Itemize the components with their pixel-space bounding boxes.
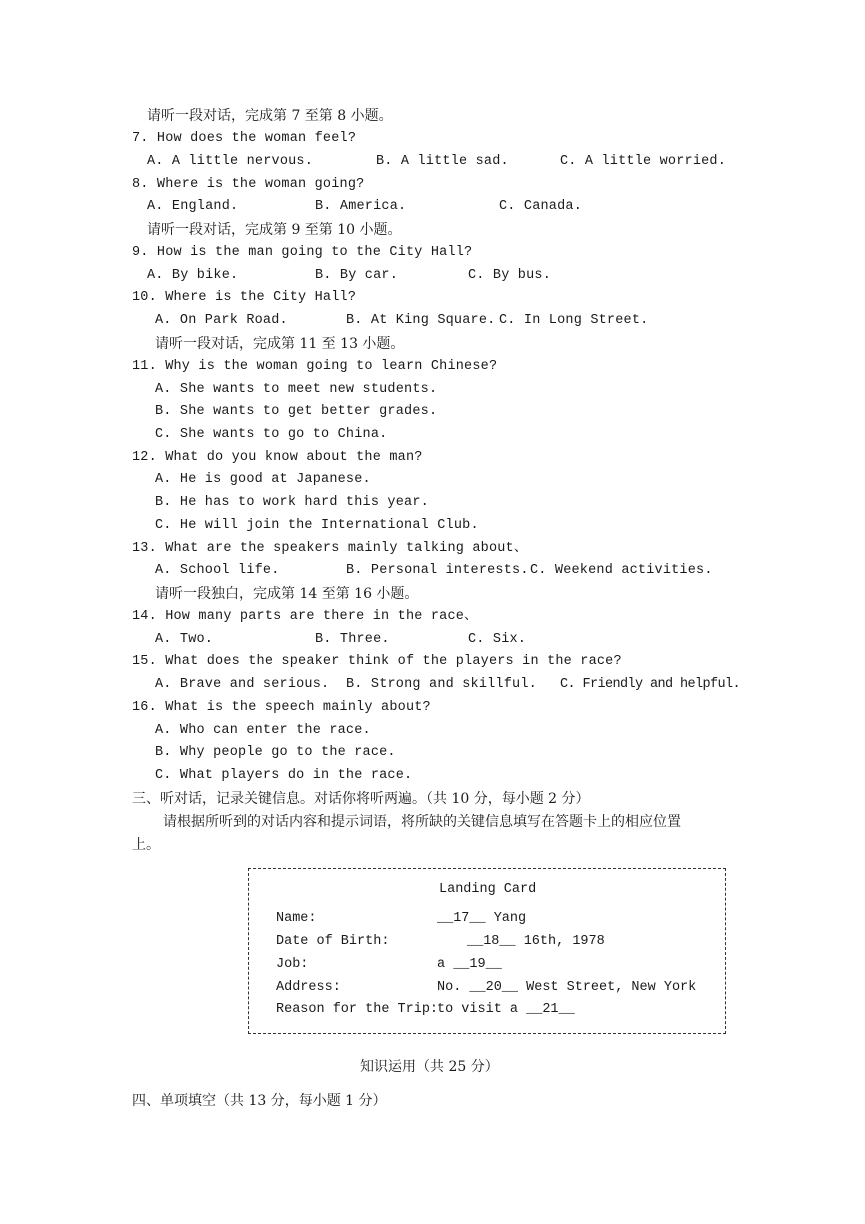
card-label-name: Name: <box>276 911 317 926</box>
q12-option-b: B. He has to work hard this year. <box>155 495 429 510</box>
section-4-title: 四、单项填空（共 13 分，每小题 1 分） <box>132 1093 387 1109</box>
question-9: 9. How is the man going to the City Hall? <box>132 245 473 260</box>
q11-option-c: C. She wants to go to China. <box>155 427 388 442</box>
q10-option-c: C. In Long Street. <box>499 313 649 328</box>
q13-option-c: C. Weekend activities. <box>530 563 713 578</box>
card-label-date-of-birth: Date of Birth: <box>276 934 390 949</box>
card-label-job: Job: <box>276 957 309 972</box>
card-label-reason: Reason for the Trip: <box>276 1002 439 1017</box>
q12-option-c: C. He will join the International Club. <box>155 518 479 533</box>
question-8: 8. Where is the woman going? <box>132 177 365 192</box>
instruction-11-13: 请听一段对话，完成第 11 至 13 小题。 <box>155 336 405 352</box>
q10-option-a: A. On Park Road. <box>155 313 288 328</box>
card-value-job: a __19__ <box>437 957 502 972</box>
q15-option-b: B. Strong and skillful. <box>346 677 537 692</box>
question-16: 16. What is the speech mainly about? <box>132 700 431 715</box>
instruction-9-10: 请听一段对话，完成第 9 至第 10 小题。 <box>147 222 402 238</box>
landing-card-title: Landing Card <box>439 882 537 897</box>
q9-option-b: B. By car. <box>315 268 399 283</box>
section-3-title: 三、听对话，记录关键信息。对话你将听两遍。（共 10 分，每小题 2 分） <box>132 791 590 807</box>
q7-option-c: C. A little worried. <box>560 154 727 169</box>
q13-option-a: A. School life. <box>155 563 280 578</box>
question-10: 10. Where is the City Hall? <box>132 290 357 305</box>
q14-option-a: A. Two. <box>155 632 214 647</box>
question-7: 7. How does the woman feel? <box>132 131 357 146</box>
q11-option-b: B. She wants to get better grades. <box>155 404 438 419</box>
part-title: 知识运用（共 25 分） <box>360 1059 499 1075</box>
q15-option-c: C. Friendly and helpful. <box>560 677 741 692</box>
instruction-14-16: 请听一段独白，完成第 14 至第 16 小题。 <box>155 586 419 602</box>
q8-option-a: A. England. <box>147 199 239 214</box>
section-3-instruction-cont: 上。 <box>132 837 160 853</box>
q14-option-b: B. Three. <box>315 632 390 647</box>
card-value-date-of-birth: __18__ 16th, 1978 <box>467 934 605 949</box>
question-12: 12. What do you know about the man? <box>132 450 423 465</box>
q10-option-b: B. At King Square. <box>346 313 496 328</box>
question-14: 14. How many parts are there in the race、 <box>132 609 478 624</box>
q14-option-c: C. Six. <box>468 632 527 647</box>
section-3-instruction: 请根据所听到的对话内容和提示词语，将所缺的关键信息填写在答题卡上的相应位置 <box>163 814 681 830</box>
question-11: 11. Why is the woman going to learn Chinese? <box>132 359 498 374</box>
q12-option-a: A. He is good at Japanese. <box>155 472 371 487</box>
q16-option-c: C. What players do in the race. <box>155 768 413 783</box>
q11-option-a: A. She wants to meet new students. <box>155 382 438 397</box>
instruction-7-8: 请听一段对话，完成第 7 至第 8 小题。 <box>147 108 393 124</box>
question-13: 13. What are the speakers mainly talking about、 <box>132 541 528 556</box>
q7-option-a: A. A little nervous. <box>147 154 314 169</box>
q7-option-b: B. A little sad. <box>376 154 509 169</box>
q16-option-b: B. Why people go to the race. <box>155 745 396 760</box>
card-value-name: __17__ Yang <box>437 911 527 926</box>
q9-option-c: C. By bus. <box>468 268 552 283</box>
q8-option-b: B. America. <box>315 199 407 214</box>
landing-card <box>248 868 726 1034</box>
card-value-address: No. __20__ West Street, New York <box>437 980 697 995</box>
card-label-address: Address: <box>276 980 341 995</box>
q9-option-a: A. By bike. <box>147 268 239 283</box>
q8-option-c: C. Canada. <box>499 199 583 214</box>
q13-option-b: B. Personal interests. <box>346 563 529 578</box>
card-value-reason: to visit a __21__ <box>437 1002 575 1017</box>
q16-option-a: A. Who can enter the race. <box>155 723 371 738</box>
question-15: 15. What does the speaker think of the players in the race? <box>132 654 622 669</box>
q15-option-a: A. Brave and serious. <box>155 677 330 692</box>
